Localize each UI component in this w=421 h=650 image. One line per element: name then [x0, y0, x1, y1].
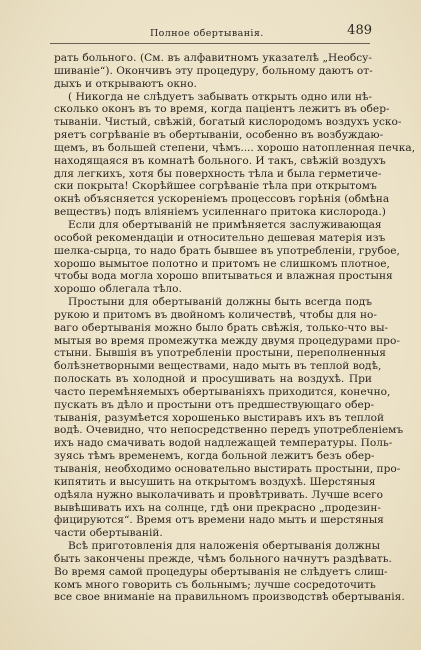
text-line: ваго обертыванiя можно было брать свѣжiя, только-что вы- [54, 321, 389, 334]
text-line: Всѣ приготовленiя для наложенiя обертыванiя должны [68, 540, 381, 553]
text-line: мытыя во время промежутка между двумя процедурами про- [54, 334, 400, 347]
text-line: веществъ) подъ влiянiемъ усиленнаго притока кислорода.) [54, 206, 386, 219]
text-line: ряетъ согрѣванiе въ обертыванiи, особенно въ возбуждаю- [54, 129, 384, 142]
text-line: тыванiя, разумѣется хорошенько выстиравъ ихъ въ теплой [54, 411, 385, 424]
text-line: для легкихъ, хотя бы поверхность тѣла и была герметиче- [54, 167, 382, 180]
text-line: стыни. Бывшiя въ употребленiи простыни, переполненныя [54, 347, 386, 360]
text-line: хорошо вымытое полотно и притомъ не слишкомъ плотное, [54, 257, 390, 270]
text-line: шиванiе“). Окончивъ эту процедуру, больному даютъ от- [54, 64, 373, 77]
text-line: болѣзнетворными веществами, надо мыть въ теплой водѣ, [54, 360, 382, 373]
text-line: тыванiи. Чистый, свѣжiй, богатый кислородомъ воздухъ уско- [54, 116, 402, 129]
running-title: Полное обертыванiя. [150, 28, 264, 39]
text-line: быть закончены прежде, чѣмъ больного начнутъ раздѣвать. [54, 552, 392, 565]
text-line: части обертыванiй. [54, 527, 163, 540]
text-line: вывѣшивать ихъ на солнце, гдѣ они прекрасно „продезин- [54, 501, 381, 514]
text-line: тыванiя, необходимо основательно выстирать простыни, про- [54, 463, 401, 475]
text-line: ски покрыта! Скорѣйшее согрѣванiе тѣла при открытомъ [54, 180, 377, 193]
text-line: рукою и притомъ въ двойномъ количествѣ, чтобы для но- [54, 308, 377, 321]
text-line: часто перемѣняемыхъ обертыванiяхъ приходится, конечно, [54, 385, 391, 398]
text-line: ихъ надо смачивать водой надлежащей температуры. Поль- [54, 437, 393, 450]
body-text [54, 52, 416, 604]
text-line: все свое вниманiе на правильномъ производствѣ обертыванiя. [54, 591, 405, 604]
text-line: окнѣ объясняется ускоренiемъ процессовъ горѣнiя (обмѣна [54, 193, 390, 206]
text-line: ( Никогда не слѣдуетъ забывать открыть одно или нѣ- [68, 90, 372, 103]
text-line: одѣяла нужно выколачивать и провѣтривать. Лучше всего [54, 488, 384, 501]
text-line: дыхъ и открываютъ окно. [54, 77, 197, 90]
text-line: Во время самой процедуры обертыванiя не слѣдуетъ слиш- [54, 565, 388, 578]
text-line: щемъ, въ большей степени, чѣмъ.... хорошо натопленная печка, [54, 141, 416, 154]
text-line: водѣ. Очевидно, что непосредственно передъ употребленiемъ [54, 424, 404, 437]
text-line: хорошо облегала тѣло. [54, 283, 182, 296]
page-number: 489 [347, 23, 372, 38]
text-line: чтобы вода могла хорошо впитываться и влажная простыня [54, 270, 393, 283]
text-line: фицируются“. Время отъ времени надо мыть и шерстяныя [54, 514, 384, 527]
text-line: Если для обертыванiй не примѣняется заслуживающая [68, 218, 382, 231]
text-line: кипятить и высушить на открытомъ воздухѣ. Шерстяныя [54, 475, 376, 488]
page-header [50, 22, 370, 44]
header-rule [50, 43, 370, 44]
text-line: находящаяся въ комнатѣ больного. И такъ, свѣжiй воздухъ [54, 154, 386, 167]
text-line: комъ много говорить съ больнымъ; лучше сосредоточить [54, 578, 376, 591]
text-line: Простыни для обертыванiй должны быть всегда подъ [68, 296, 372, 309]
text-line: зуясь тѣмъ временемъ, когда больной лежитъ безъ обер- [54, 450, 375, 463]
text-line: пускать въ дѣло и простыни отъ предшествующаго обер- [54, 398, 375, 411]
text-line: рать больного. (См. въ алфавитномъ указателѣ „Необсу- [54, 52, 372, 64]
text-line: шелка-сырца, то надо брать бывшее въ употребленiи, грубое, [54, 244, 400, 257]
text-line: полоскать въ холодной и просушивать на воздухѣ. При [54, 373, 372, 386]
text-line: особой рекомендацiи и относительно дешевая матерiя изъ [54, 231, 386, 244]
text-line: сколько оконъ въ то время, когда пацiентъ лежитъ въ обер- [54, 103, 390, 116]
